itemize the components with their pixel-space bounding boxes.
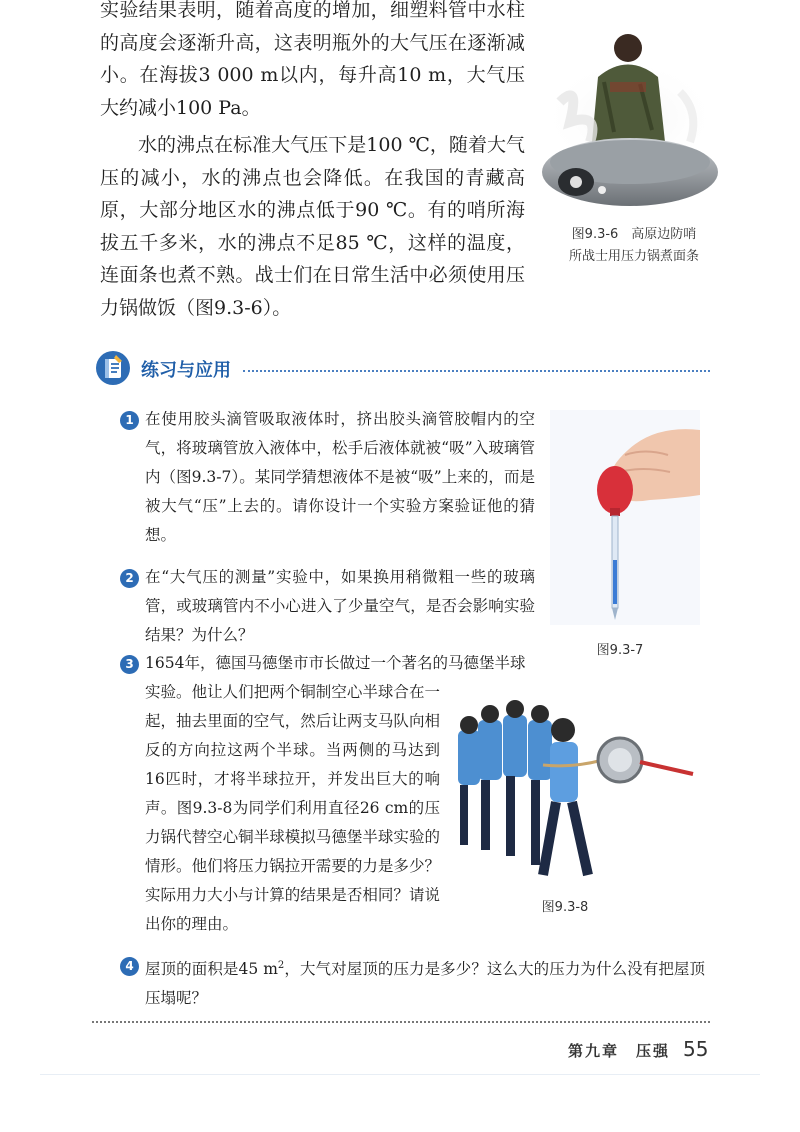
- question-4-superscript: 2: [277, 960, 285, 971]
- exercise-section-header: [95, 350, 710, 390]
- chapter-label: 第九章 压强: [568, 1042, 671, 1060]
- figure-9-3-8-photo: [448, 690, 698, 890]
- question-3-number: 3: [120, 655, 139, 674]
- boiling-point-paragraph: 水的沸点在标准大气压下是100 ℃，随着大气压的减小，水的沸点也会降低。在我国的青藏高原，大部分地区水的沸点低于90 ℃。有的哨所海拔五千多米，水的沸点不足85 ℃，这样的温度，连面条也煮不熟。战士们在日常生活中必须使用压力锅做饭（图9.3-6）。: [100, 134, 525, 319]
- question-1-number: 1: [120, 411, 139, 430]
- question-4-text-after: ，大气对屋顶的压力是多少？这么大的压力为什么没有把屋顶压塌呢？: [145, 960, 705, 1008]
- figure-9-3-6-caption: [545, 224, 723, 268]
- top-paragraph: 实验结果表明，随着高度的增加，细塑料管中水柱的高度会逐渐升高，这表明瓶外的大气压在逐渐减小。在海拔3 000 m以内，每升高10 m，大气压大约减小100 Pa。: [100, 0, 525, 119]
- question-3-first-line: 1654年，德国马德堡市市长做过一个著名的马德堡半球: [145, 654, 526, 672]
- question-2-number: 2: [120, 569, 139, 588]
- page-number: 55: [683, 1037, 709, 1061]
- question-2-text: 在“大气压的测量”实验中，如果换用稍微粗一些的玻璃管，或玻璃管内不小心进入了少量空气，是否会影响实验结果？为什么？: [145, 568, 535, 644]
- section-divider: [243, 370, 710, 372]
- section-title: 练习与应用: [141, 360, 231, 381]
- question-3-text: 实验。他让人们把两个铜制空心半球合在一起，抽去里面的空气，然后让两支马队向相反的方向拉这两个半球。当两侧的马达到16匹时，才将半球拉开，并发出巨大的响声。图9.3-8为同学们利用直径26 cm的压力锅代替空心铜半球模拟马德堡半球实验的情形。他们将压力锅拉开需要的力是多少？实际用力大小与计算的结果是否相同？请说出你的理由。: [145, 683, 440, 933]
- figure-9-3-7-caption: 图9.3-7: [596, 643, 644, 658]
- question-4-text-before: 屋顶的面积是45 m: [145, 960, 278, 979]
- figure-9-3-6-caption-line1: 图9.3-6 高原边防哨: [571, 227, 697, 242]
- question-1-text: 在使用胶头滴管吸取液体时，挤出胶头滴管胶帽内的空气，将玻璃管放入液体中，松手后液体就被“吸”入玻璃管内（图9.3-7）。某同学猜想液体不是被“吸”上来的，而是被大气“压”上去的。请你设计一个实验方案验证他的猜想。: [145, 410, 535, 544]
- exercise-book-icon: [95, 350, 131, 386]
- figure-9-3-6-caption-line2: 所战士用压力锅煮面条: [568, 249, 699, 264]
- footer-divider: [92, 1021, 710, 1023]
- figure-9-3-6-photo: [540, 22, 720, 212]
- question-4-number: 4: [120, 957, 139, 976]
- question-4-text: [145, 951, 705, 1013]
- figure-9-3-7-photo: [550, 410, 700, 625]
- figure-9-3-8-caption: 图9.3-8: [541, 900, 589, 915]
- bottom-rule: [40, 1074, 760, 1075]
